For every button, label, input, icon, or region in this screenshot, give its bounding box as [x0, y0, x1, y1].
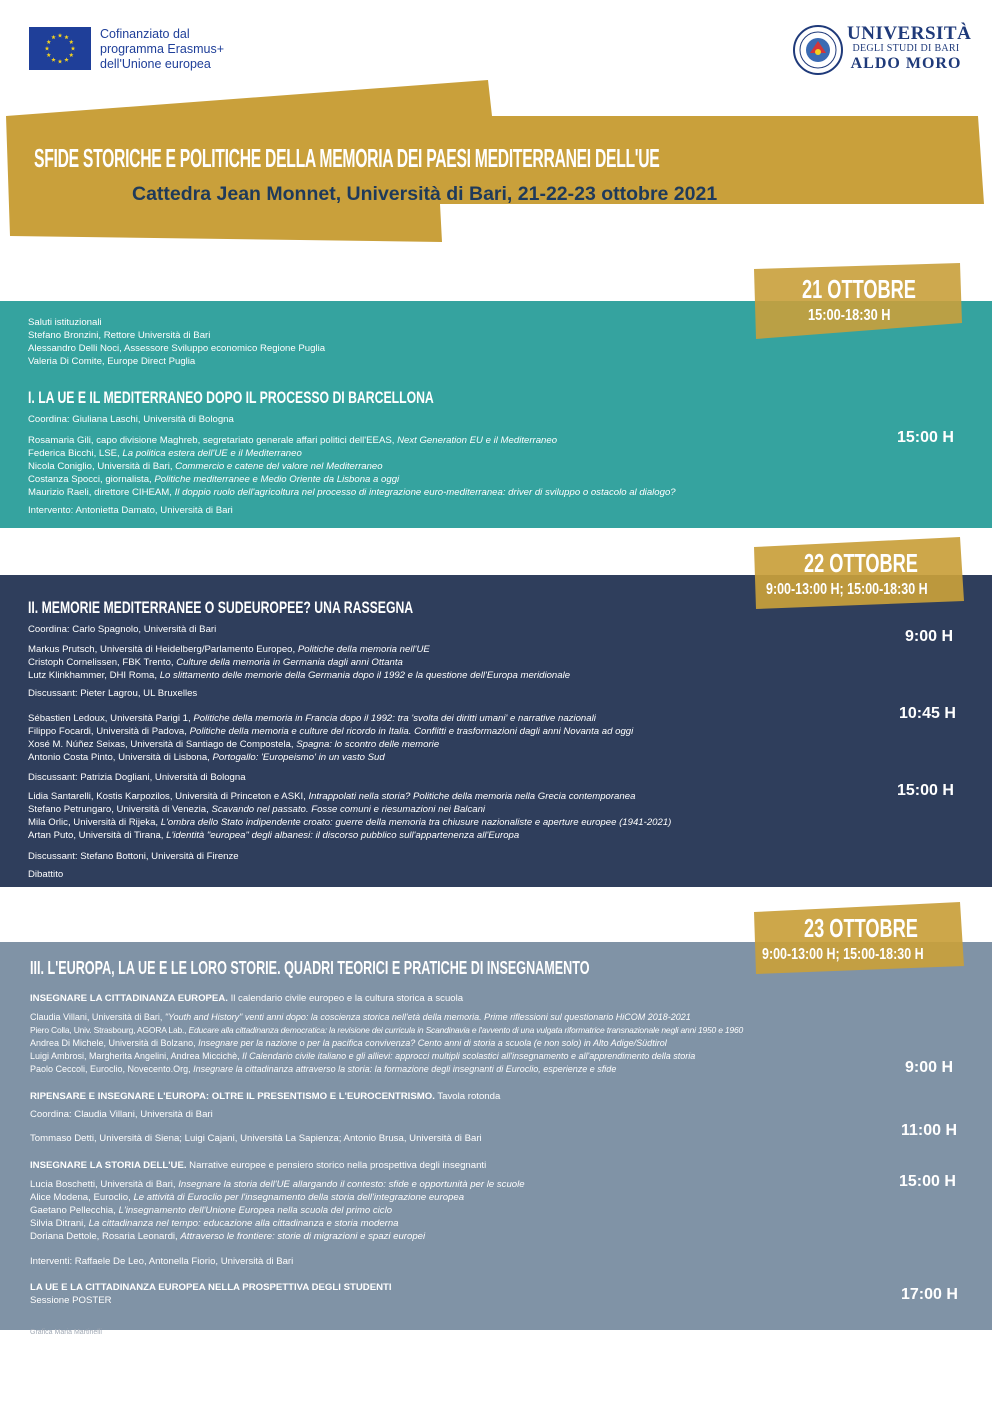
talk-line: Cristoph Cornelissen, FBK Trento, Culture della memoria in Germania dagli anni Ottanta	[28, 657, 403, 668]
page-subtitle: Cattedra Jean Monnet, Università di Bari, 21-22-23 ottobre 2021	[132, 183, 718, 205]
greeting-line: Alessandro Delli Noci, Assessore Sviluppo economico Regione Puglia	[28, 343, 326, 354]
day3-part1-talks	[30, 1011, 743, 1076]
day2-time-3: 15:00 H	[897, 782, 954, 799]
day3-part4-heading: LA UE E LA CITTADINANZA EUROPEA NELLA PROSPETTIVA DEGLI STUDENTI	[30, 1282, 392, 1293]
university-line-2: DEGLI STUDI DI BARI	[852, 43, 960, 54]
day2-discussant-3: Discussant: Stefano Bottoni, Università di Firenze	[28, 851, 239, 862]
erasmus-text	[100, 27, 224, 72]
eu-star-icon	[64, 35, 69, 39]
day2-time-1: 9:00 H	[905, 628, 954, 645]
day1-section-title: I. LA UE E IL MEDITERRANEO DOPO IL PROCESSO DI BARCELLONA	[28, 388, 434, 407]
eu-star-icon	[71, 46, 76, 50]
eu-star-icon	[45, 46, 50, 50]
eu-star-icon	[69, 53, 74, 57]
talk-line: Antonio Costa Pinto, Università di Lisbona, Portogallo: 'Europeismo' in un vasto Sud	[28, 752, 385, 763]
eu-star-icon	[51, 57, 56, 61]
eu-star-icon	[58, 33, 63, 37]
eu-star-icon	[58, 59, 63, 63]
day2-coord: Coordina: Carlo Spagnolo, Università di Bari	[28, 624, 217, 635]
talk-line: Lutz Klinkhammer, DHI Roma, Lo slittamento delle memorie della Germania dopo il 1992 e la questione dell'Europa meridionale	[28, 670, 571, 681]
footer-credit: Grafica Maria Martinelli	[30, 1329, 102, 1336]
talk-line: Doriana Dettole, Rosaria Leonardi, Attraverso le frontiere: storie di migrazioni e spazi europei	[30, 1231, 426, 1242]
university-line-3: ALDO MORO	[850, 55, 962, 72]
day2-discussant-2: Discussant: Patrizia Dogliani, Università di Bologna	[28, 772, 246, 783]
day2-section-title: II. MEMORIE MEDITERRANEE O SUDEUROPEE? UNA RASSEGNA	[28, 598, 414, 617]
talk-line: Gaetano Pellecchia, L'insegnamento dell'Unione Europea nella scuola del primo ciclo	[30, 1205, 393, 1216]
talk-line: Markus Prutsch, Università di Heidelberg/Parlamento Europeo, Politiche della memoria nell'UE	[28, 644, 430, 655]
day1-time: 15:00 H	[897, 429, 954, 446]
eu-star-icon	[46, 40, 51, 44]
eu-stars-icon	[29, 27, 91, 70]
day1-talks	[28, 434, 676, 499]
day2-debate: Dibattito	[28, 869, 64, 880]
talk-line: Lidia Santarelli, Kostis Karpozilos, Università di Princeton e ASKI, Intrappolati nella storia? Politiche della memoria nella Grecia contemporanea	[28, 791, 636, 802]
eu-flag	[29, 27, 91, 70]
talk-line: Sébastien Ledoux, Università Parigi 1, Politiche della memoria in Francia dopo il 1992: tra 'svolta dei diritti umani' e narrative nazionali	[28, 713, 596, 724]
university-name	[847, 23, 972, 72]
day3-section-title: III. L'EUROPA, LA UE E LE LORO STORIE. QUADRI TEORICI E PRATICHE DI INSEGNAMENTO	[30, 958, 590, 978]
erasmus-line: dell'Unione europea	[100, 57, 211, 71]
greeting-line: Valeria Di Comite, Europe Direct Puglia	[28, 356, 196, 367]
erasmus-line: Cofinanziato dal	[100, 27, 190, 41]
day1-date: 21 OTTOBRE	[802, 274, 916, 304]
talk-line: Mila Orlic, Università di Rijeka, L'ombra dello Stato indipendente croato: guerre della memoria tra chiusure nazionaliste e aperture europee (1941-2021)	[28, 817, 672, 828]
day1-coord: Coordina: Giuliana Laschi, Università di Bologna	[28, 414, 234, 425]
day3-hours: 9:00-13:00 H; 15:00-18:30 H	[762, 946, 924, 963]
day2-block3	[28, 790, 671, 842]
talk-line: Alice Modena, Euroclio, Le attività di Euroclio per l'insegnamento della storia dell'integrazione europea	[30, 1192, 465, 1203]
day2-time-2: 10:45 H	[899, 705, 956, 722]
talk-line: Federica Bicchi, LSE, La politica estera dell'UE e il Mediterraneo	[28, 448, 302, 459]
university-seal	[793, 25, 843, 75]
university-line-1: UNIVERSITÀ	[847, 23, 972, 44]
eu-star-icon	[69, 40, 74, 44]
day1-greetings	[28, 316, 325, 368]
seal-icon	[793, 25, 843, 75]
erasmus-line: programma Erasmus+	[100, 42, 224, 56]
day3-part3-heading: INSEGNARE LA STORIA DELL'UE. Narrative europee e pensiero storico nella prospettiva degli insegnanti	[30, 1160, 487, 1171]
talk-line: Nicola Coniglio, Università di Bari, Commercio e catene del valore nel Mediterraneo	[28, 461, 383, 472]
day3-part3-talks	[30, 1178, 525, 1243]
day3-time-4: 17:00 H	[901, 1286, 958, 1303]
talk-line: Paolo Ceccoli, Euroclio, Novecento.Org, Insegnare la cittadinanza attraverso la storia: la formazione degli insegnanti di Euroclio, esperienze e sfide	[30, 1064, 617, 1074]
day2-date: 22 OTTOBRE	[804, 548, 918, 578]
day3-part1-heading: INSEGNARE LA CITTADINANZA EUROPEA. Il calendario civile europeo e la cultura storica a scuola	[30, 993, 464, 1004]
day2-hours: 9:00-13:00 H; 15:00-18:30 H	[766, 581, 928, 598]
talk-line: Silvia Ditrani, La cittadinanza nel tempo: educazione alla cittadinanza e storia moderna	[30, 1218, 399, 1229]
day2-discussant-1: Discussant: Pieter Lagrou, UL Bruxelles	[28, 688, 198, 699]
talk-line: Piero Colla, Univ. Strasbourg, AGORA Lab., Educare alla cittadinanza democratica: la revisione dei curricula in Scandinavia e l'avvento di una vulgata riformatrice transnazionale negli anni 1950 e 1960	[30, 1025, 744, 1035]
talk-line: Filippo Focardi, Università di Padova, Politiche della memoria e culture del ricordo in Italia. Conflitti e trasformazioni dagli anni Novanta ad oggi	[28, 726, 634, 737]
talk-line: Stefano Petrungaro, Università di Venezia, Scavando nel passato. Fosse comuni e riesumazioni nei Balcani	[28, 804, 486, 815]
day3-part2-speakers: Tommaso Detti, Università di Siena; Luigi Cajani, Università La Sapienza; Antonio Brusa, Università di Bari	[30, 1133, 482, 1144]
greetings-heading: Saluti istituzionali	[28, 317, 102, 328]
day3-part2-heading: RIPENSARE E INSEGNARE L'EUROPA: OLTRE IL PRESENTISMO E L'EUROCENTRISMO. Tavola rotonda	[30, 1091, 501, 1102]
talk-line: Artan Puto, Università di Tirana, L'identità "europea" degli albanesi: il discorso pubblico sull'appartenenza all'Europa	[28, 830, 520, 841]
day1-hours: 15:00-18:30 H	[808, 307, 891, 324]
eu-star-icon	[46, 53, 51, 57]
day3-time-2: 11:00 H	[901, 1122, 958, 1139]
talk-line: Lucia Boschetti, Università di Bari, Insegnare la storia dell'UE allargando il contesto: sfide e opportunità per le scuole	[30, 1179, 525, 1190]
talk-line: Costanza Spocci, giornalista, Politiche mediterranee e Medio Oriente da Lisbona a oggi	[28, 474, 400, 485]
eu-star-icon	[51, 35, 56, 39]
talk-line: Luigi Ambrosi, Margherita Angelini, Andrea Miccichè, Il Calendario civile italiano e gli allievi: approcci multipli scolastici all'insegnamento e all'apprendimento della storia	[30, 1051, 696, 1061]
talk-line: Maurizio Raeli, direttore CIHEAM, Il doppio ruolo dell'agricoltura nel processo di integrazione euro-mediterranea: driver di sviluppo o ostacolo al dialogo?	[28, 487, 676, 498]
talk-line: Xosé M. Núñez Seixas, Università di Santiago de Compostela, Spagna: lo scontro delle memorie	[28, 739, 440, 750]
day3-part4-sub: Sessione POSTER	[30, 1295, 112, 1306]
day3-part3-interventions: Interventi: Raffaele De Leo, Antonella Fiorio, Università di Bari	[30, 1256, 294, 1267]
talk-line: Claudia Villani, Università di Bari, "Youth and History" venti anni dopo: la coscienza storica nell'età della memoria. Prime riflessioni sul questionario HiCOM 2018-2021	[30, 1012, 691, 1022]
page-title: SFIDE STORICHE E POLITICHE DELLA MEMORIA DEI PAESI MEDITERRANEI DELL'UE	[34, 143, 660, 173]
day2-block2	[28, 712, 633, 764]
day1-intervention: Intervento: Antonietta Damato, Università di Bari	[28, 505, 233, 516]
talk-line: Andrea Di Michele, Università di Bolzano, Insegnare per la nazione o per la pacifica convivenza? Cento anni di storia a scuola (e non solo) in Alto Adige/Südtirol	[30, 1038, 667, 1048]
talk-line: Rosamaria Gili, capo divisione Maghreb, segretariato generale affari politici dell'EEAS, Next Generation EU e il Mediterraneo	[28, 435, 558, 446]
eu-star-icon	[64, 57, 69, 61]
day3-time-3: 15:00 H	[899, 1173, 956, 1190]
day3-time-1: 9:00 H	[905, 1059, 954, 1076]
greeting-line: Stefano Bronzini, Rettore Università di Bari	[28, 330, 211, 341]
day3-part2-coord: Coordina: Claudia Villani, Università di Bari	[30, 1109, 213, 1120]
day2-block1	[28, 643, 570, 682]
day3-date: 23 OTTOBRE	[804, 913, 918, 943]
